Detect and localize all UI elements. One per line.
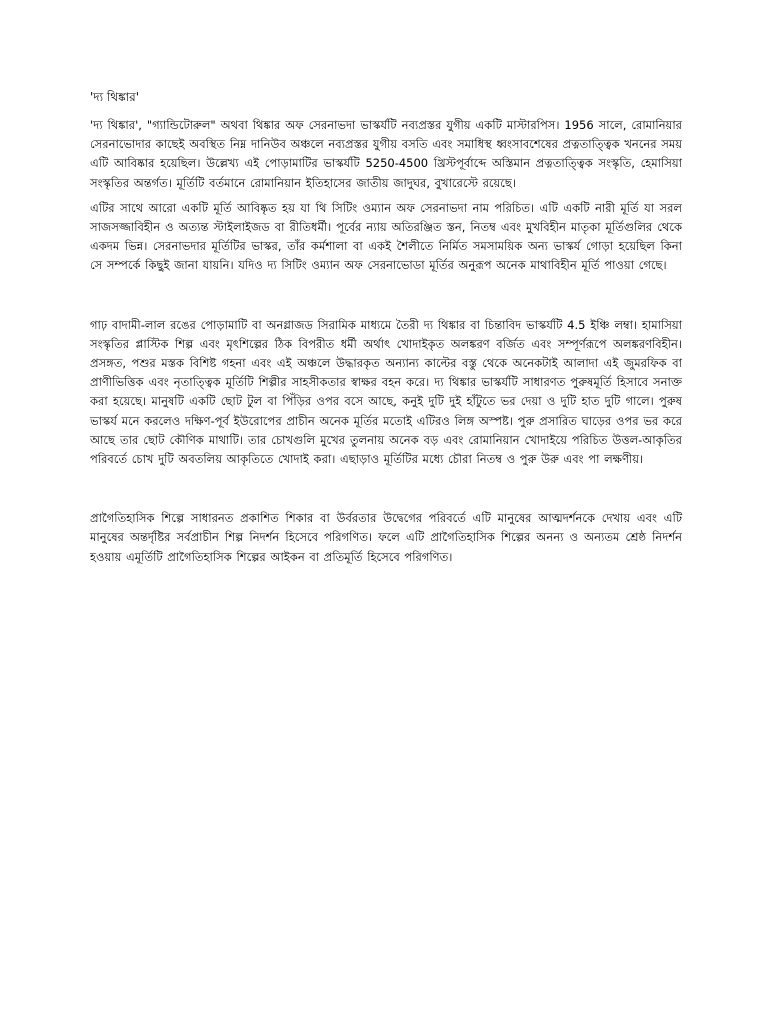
document-title: 'দ্য থিঙ্কার' [90, 90, 139, 104]
paragraph-2: এটির সাথে আরো একটি মূর্তি আবিষ্কৃত হয় যা থি সিটিং ওম্যান অফ সেরনাভদা নাম পরিচিত। এটি একটি নারী মূর্তি যা সরল সাজসজ্জাবিহীন ও অত্যন্ত স্টাইলাইজড বা রীতিধর্মী। পূর্বের ন্যায় অতিরঞ্জিত স্তন, নিতম্ব এবং মুখবিহীন মাতৃকা মূর্তিগুলির থেকে একদম ভিন্ন। সেরনাভদার মূর্তিটির ভাস্কর, তাঁর কর্মশালা বা একই শৈলীতে নির্মিত সমসাময়িক অন্য ভাস্কর্য গোড়া হয়েছিল কিনা সে সম্পর্কে কিছুই জানা যায়নি। যদিও দ্য সিটিং ওম্যান অফ সেরনাভোডা মূর্তির অনুরূপ অনেক মাথাবিহীন মূর্তি পাওয়া গেছে। [90, 200, 682, 273]
paragraph-spacer [90, 469, 682, 509]
paragraph-3: গাঢ় বাদামী-লাল রঙের পোড়ামাটি বা অনগ্লাজড সিরামিক মাধ্যমে তৈরী দ্য থিঙ্কার বা চিন্তাবিদ ভাস্কর্যটি 4.5 ইঞ্চি লম্বা। হামাসিয়া সংস্কৃতির প্লাস্টিক শিল্প এবং মৃৎশিল্পের ঠিক বিপরীত ধর্মী অর্থাৎ খোদাইকৃত অলঙ্করণ বর্জিত এবং সম্পূর্ণরূপে অলঙ্করণবিহীন। প্রসঙ্গত, পশুর মস্তক বিশিষ্ট গহনা এবং এই অঞ্চলে উদ্ধারকৃত অন্যান্য কাল্টের বস্তু থেকে অনেকটাই আলাদা এই জুমরফিক বা প্রাণীভিত্তিক এবং নৃতাত্ত্বিক মূর্তিটি শিল্পীর সাহসীকতার স্বাক্ষর বহন করে। দ্য থিঙ্কার ভাস্কর্যটি সাধারণত পুরুষমূর্তি হিসাবে সনাক্ত করা হয়েছে। মানুষটি একটি ছোট টুল বা পিঁড়ির ওপর বসে আছে, কনুই দুটি দুই হাঁটুতে ভর দেয়া ও দুটি হাত দুটি গালে। পুরুষ ভাস্কর্য মনে করলেও দক্ষিণ-পূর্ব ইউরোপের প্রাচীন অনেক মূর্তির মতোই এটিরও লিঙ্গ অস্পষ্ট। পুরু প্রসারিত ঘাড়ের ওপর ভর করে আছে তার ছোট কৌণিক মাথাটি। তার চোখগুলি মুখের তুলনায় অনেক বড় এবং রোমানিয়ান খোদাইয়ে পরিচিত উত্তল-আকৃতির পরিবর্তে চোখ দুটি অবতলিয় আকৃতিতে খোদাই করা। এছাড়াও মূর্তিটির মধ্যে চৌরা নিতম্ব ও পুরু উরু এবং পা লক্ষণীয়। [90, 317, 682, 467]
paragraph-spacer [90, 276, 682, 316]
document-page [90, 88, 682, 567]
paragraph-4: প্রাগৈতিহাসিক শিল্পে সাধারনত প্রকাশিত শিকার বা উর্বরতার উদ্বেগের পরিবর্তে এটি মানুষের আত্মদর্শনকে দেখায় এবং এটি মানুষের অন্তর্দৃষ্টির সর্বপ্রাচীন শিল্প নিদর্শন হিসেবে পরিগণিত। ফলে এটি প্রাগৈতিহাসিক শিল্পের অনন্য ও অন্যতম শ্রেষ্ঠ নিদর্শন হওয়ায় এমূর্তিটি প্রাগৈতিহাসিক শিল্পের আইকন বা প্রতিমূর্তি হিসেবে পরিগণিত। [90, 511, 682, 564]
paragraph-1: 'দ্য থিঙ্কার', "গ্যান্ডিটোরুল" অথবা থিঙ্কার অফ সেরনাভদা ভাস্কর্যটি নব্যপ্রস্তর যুগীয় একটি মাস্টারপিস। 1956 সালে, রোমানিয়ার সেরনাভোদার কাছেই অবস্থিত নিম্ন দানিউব অঞ্চলে নব্যপ্রস্তর যুগীয় বসতি এবং সমাধিস্থ ধ্বংসাবশেষের প্রত্নতাত্ত্বিক খননের সময় এটি আবিষ্কার হয়েছিল। উল্লেখ্য এই পোড়ামাটির ভাস্কর্যটি 5250-4500 খ্রিস্টপূর্বাব্দে অস্তিমান প্রত্নতাত্ত্বিক সংস্কৃতি, হেমাসিয়া সংস্কৃতির অন্তর্গত। মূর্তিটি বর্তমানে রোমানিয়ান ইতিহাসের জাতীয় জাদুঘর, বুখারেস্টে রয়েছে। [90, 118, 683, 190]
